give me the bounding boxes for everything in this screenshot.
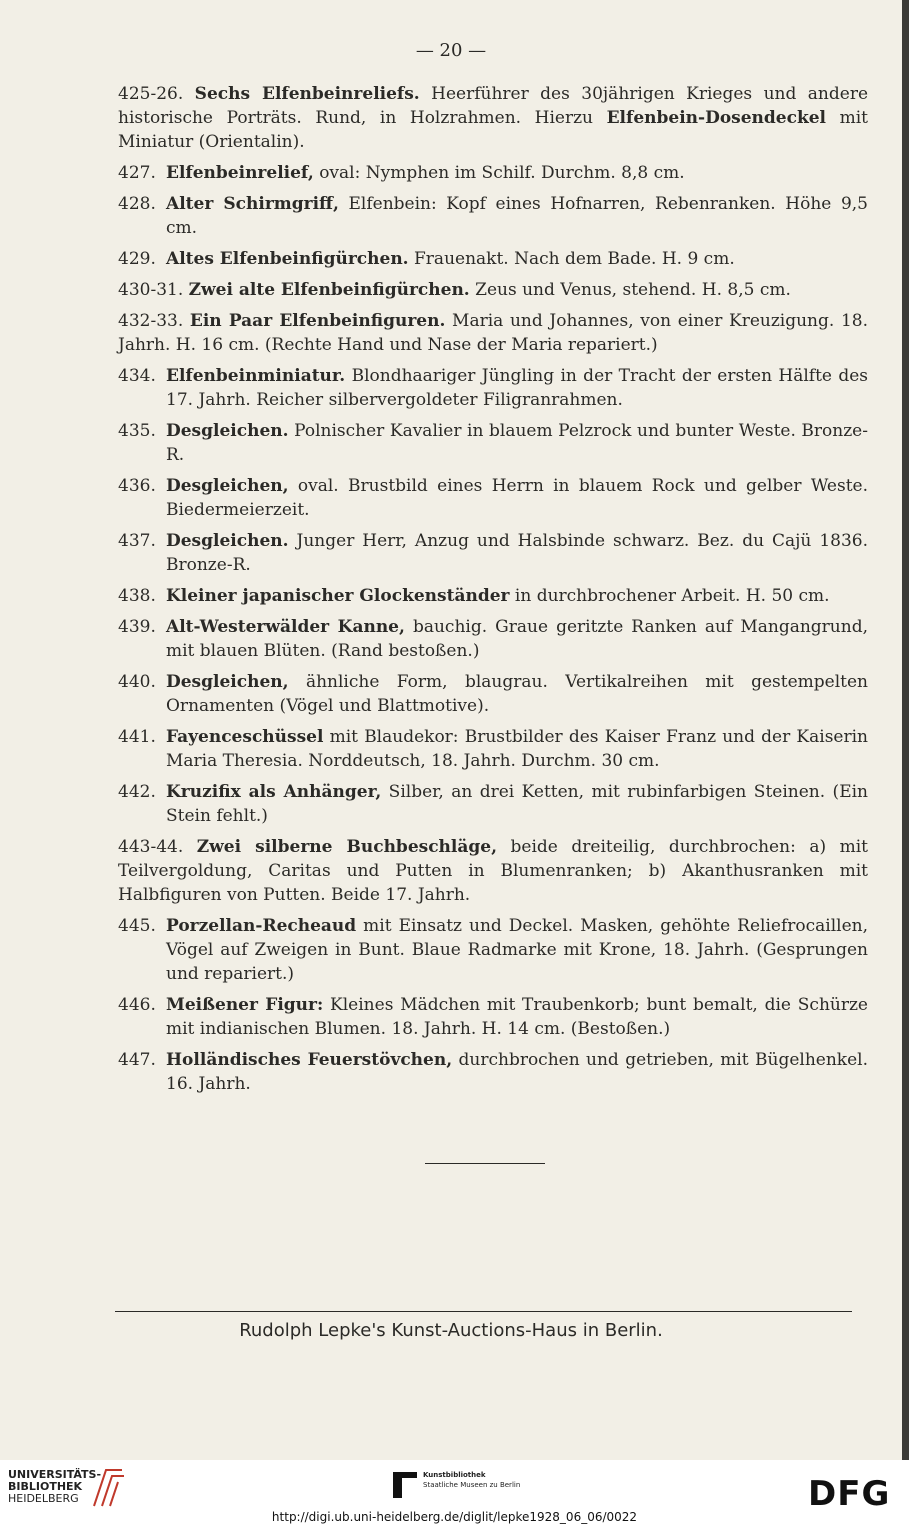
entry-text: Zeus und Venus, stehend. H. 8,5 cm.	[469, 280, 791, 300]
catalog-entry	[118, 82, 868, 154]
entry-text: Kleines Mädchen mit Traubenkorb; bunt bemalt, die Schürze mit indianischen Blumen. 18. Jahrh. H. 14 cm. (Bestoßen.)	[166, 995, 868, 1039]
entry-text: Silber, an drei Ketten, mit rubinfarbigen Steinen. (Ein Stein fehlt.)	[166, 782, 868, 826]
entry-title: Altes Elfenbeinfigürchen.	[166, 249, 409, 269]
publisher-line: Rudolph Lepke's Kunst-Auctions-Haus in Berlin.	[239, 1320, 663, 1341]
university-library-label	[8, 1469, 101, 1505]
entry-title: Desgleichen,	[166, 476, 289, 496]
entry-title: Alt-Westerwälder Kanne,	[166, 617, 405, 637]
catalog-entry	[118, 419, 868, 467]
entry-text: durchbrochen und getrieben, mit Bügelhenkel. 16. Jahrh.	[166, 1050, 868, 1094]
catalog-entry	[118, 670, 868, 718]
entry-number: 445.	[118, 916, 156, 936]
entry-text: ähnliche Form, blaugrau. Vertikalreihen mit gestempelten Ornamenten (Vögel und Blattmotive).	[166, 672, 868, 716]
catalog-entry	[118, 914, 868, 986]
entry-number: 442.	[118, 782, 156, 802]
end-divider	[425, 1163, 545, 1164]
entry-title: Desgleichen.	[166, 531, 289, 551]
entry-number: 440.	[118, 672, 156, 692]
entry-title: Ein Paar Elfenbeinfiguren.	[189, 311, 446, 331]
dfg-logo[interactable]: DFG	[808, 1474, 891, 1514]
catalog-entry	[118, 529, 868, 577]
catalog-entry	[118, 780, 868, 828]
entry-number: 429.	[118, 249, 156, 269]
entry-title: Sechs Elfenbeinreliefs.	[194, 84, 420, 104]
entry-title: Elfenbeinrelief,	[166, 163, 314, 183]
entry-text: in durchbrochener Arbeit. H. 50 cm.	[509, 586, 830, 606]
page-number: — 20 —	[415, 40, 487, 61]
scan-edge	[902, 0, 909, 1460]
uni-line-1: UNIVERSITÄTS-	[8, 1468, 102, 1481]
entry-title-secondary: Elfenbein-Dosendeckel	[606, 108, 827, 128]
entry-text: mit Blaudekor: Brustbilder des Kaiser Franz und der Kaiserin Maria Theresia. Norddeutsch, 18. Jahrh. Durchm. 30 cm.	[166, 727, 868, 771]
entry-text: Frauenakt. Nach dem Bade. H. 9 cm.	[408, 249, 735, 269]
entry-number: 435.	[118, 421, 156, 441]
entry-title: Alter Schirmgriff,	[166, 194, 339, 214]
catalog-entry	[118, 615, 868, 663]
catalog-entry	[118, 247, 868, 271]
catalog-entry	[118, 364, 868, 412]
digitization-footer	[0, 1460, 909, 1528]
uni-line-3: HEIDELBERG	[8, 1492, 79, 1505]
uni-line-2: BIBLIOTHEK	[8, 1480, 83, 1493]
entry-number: 443-44.	[118, 837, 184, 857]
catalog-entry	[118, 278, 868, 302]
entry-text: bauchig. Graue geritzte Ranken auf Mangangrund, mit blauen Blüten. (Rand bestoßen.)	[166, 617, 868, 661]
catalog-entry	[118, 309, 868, 357]
entry-title: Zwei alte Elfenbeinfigürchen.	[188, 280, 470, 300]
entry-number: 428.	[118, 194, 156, 214]
catalog-entry	[118, 584, 868, 608]
entry-text-secondary: mit Miniatur (Orientalin).	[118, 108, 868, 152]
entry-number: 441.	[118, 727, 156, 747]
entry-title: Porzellan-Recheaud	[166, 916, 357, 936]
entry-number: 446.	[118, 995, 156, 1015]
entry-title: Desgleichen.	[166, 421, 289, 441]
entry-number: 434.	[118, 366, 156, 386]
entry-text: oval: Nymphen im Schilf. Durchm. 8,8 cm.	[313, 163, 685, 183]
footer-rule	[115, 1311, 852, 1312]
entry-title: Zwei silberne Buchbeschläge,	[196, 837, 498, 857]
entry-number: 430-31.	[118, 280, 184, 300]
entry-number: 436.	[118, 476, 156, 496]
kb-line-1: Kunstbibliothek	[423, 1471, 486, 1479]
kb-line-2: Staatliche Museen zu Berlin	[423, 1481, 521, 1489]
catalog-entry	[118, 192, 868, 240]
catalog-entry	[118, 474, 868, 522]
catalog-entry	[118, 161, 868, 185]
catalog-entry	[118, 835, 868, 907]
permalink-url[interactable]: http://digi.ub.uni-heidelberg.de/diglit/lepke1928_06_06/0022	[271, 1510, 638, 1524]
entry-number: 432-33.	[118, 311, 184, 331]
entry-title: Holländisches Feuerstövchen,	[166, 1050, 453, 1070]
catalog-entry	[118, 725, 868, 773]
entry-text: Elfenbein: Kopf eines Hofnarren, Rebenranken. Höhe 9,5 cm.	[166, 194, 868, 238]
catalog-entries	[118, 82, 868, 1103]
entry-number: 437.	[118, 531, 156, 551]
entry-number: 425-26.	[118, 84, 184, 104]
entry-title: Kleiner japanischer Glockenständer	[166, 586, 510, 606]
entry-text: oval. Brustbild eines Herrn in blauem Rock und gelber Weste. Biedermeierzeit.	[166, 476, 868, 520]
entry-text: Maria und Johannes, von einer Kreuzigung. 18. Jahrh. H. 16 cm. (Rechte Hand und Nase der Maria repariert.)	[118, 311, 868, 355]
entry-text: Junger Herr, Anzug und Halsbinde schwarz. Bez. du Cajü 1836. Bronze-R.	[166, 531, 868, 575]
university-logo-icon[interactable]	[92, 1468, 126, 1508]
entry-number: 438.	[118, 586, 156, 606]
entry-title: Elfenbeinminiatur.	[166, 366, 346, 386]
entry-number: 439.	[118, 617, 156, 637]
kunstbibliothek-logo-icon[interactable]	[393, 1472, 417, 1498]
catalog-entry	[118, 1048, 868, 1096]
catalog-entry	[118, 993, 868, 1041]
entry-text: Blondhaariger Jüngling in der Tracht der ersten Hälfte des 17. Jahrh. Reicher silbervergoldeter Filigranrahmen.	[166, 366, 868, 410]
entry-text: mit Einsatz und Deckel. Masken, gehöhte Reliefrocaillen, Vögel auf Zweigen in Bunt. Blaue Radmarke mit Krone, 18. Jahrh. (Gesprungen und repariert.)	[166, 916, 868, 984]
entry-number: 427.	[118, 163, 156, 183]
entry-text: beide dreiteilig, durchbrochen: a) mit Teilvergoldung, Caritas und Putten in Blumenranken; b) Akanthusranken mit Halbfiguren von Putten. Beide 17. Jahrh.	[118, 837, 869, 905]
entry-text: Polnischer Kavalier in blauem Pelzrock und bunter Weste. Bronze-R.	[166, 421, 868, 465]
entry-title: Meißener Figur:	[166, 995, 324, 1015]
kunstbibliothek-label	[423, 1470, 520, 1490]
entry-title: Kruzifix als Anhänger,	[166, 782, 382, 802]
entry-text: Heerführer des 30jährigen Krieges und andere historische Porträts. Rund, in Holzrahmen. Hierzu	[118, 84, 869, 128]
entry-title: Desgleichen,	[166, 672, 289, 692]
entry-title: Fayenceschüssel	[166, 727, 324, 747]
entry-number: 447.	[118, 1050, 156, 1070]
